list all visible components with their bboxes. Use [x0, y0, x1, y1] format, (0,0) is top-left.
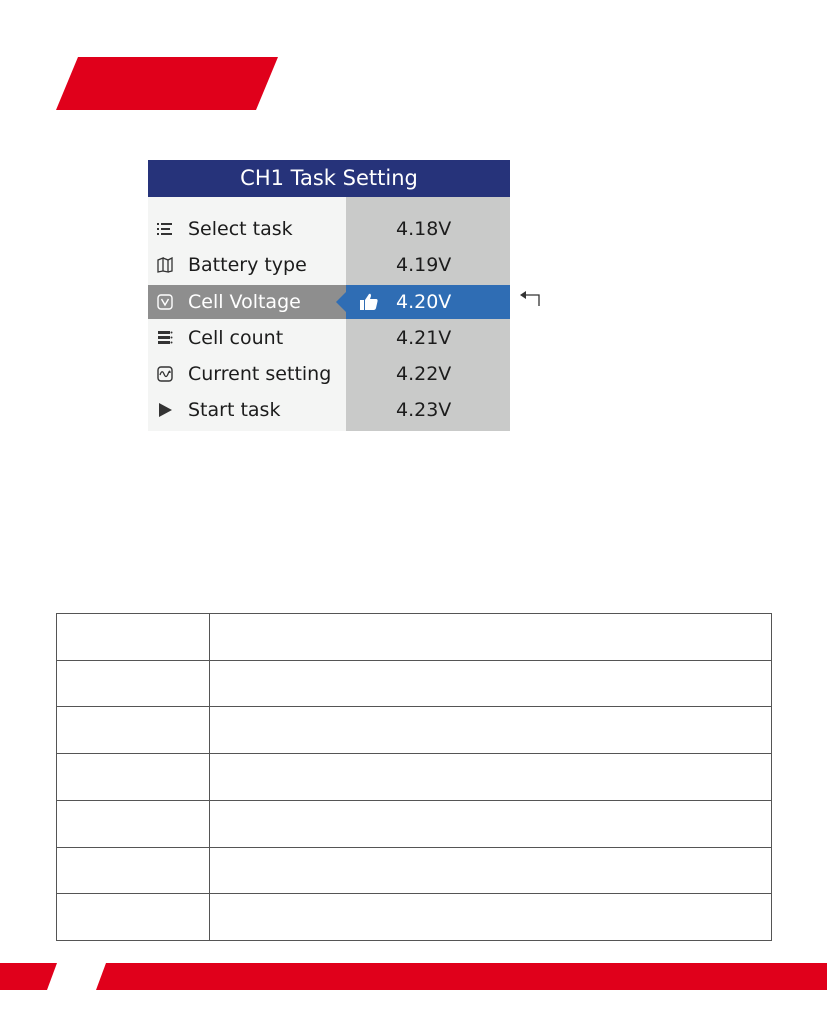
table-row	[57, 754, 772, 801]
table-cell	[57, 847, 210, 894]
menu-item-start-task[interactable]	[148, 393, 346, 427]
value-option[interactable]	[346, 321, 510, 355]
value-option[interactable]	[346, 212, 510, 246]
table-row	[57, 800, 772, 847]
table-cell	[210, 614, 772, 661]
value-option-selected[interactable]	[346, 285, 510, 319]
spec-table	[56, 613, 772, 941]
selection-pointer-icon	[336, 292, 346, 312]
task-setting-panel	[148, 160, 510, 431]
voltage-icon	[154, 291, 176, 313]
table-row	[57, 894, 772, 941]
value-text: 4.21V	[396, 327, 452, 349]
table-row	[57, 707, 772, 754]
table-cell	[57, 660, 210, 707]
bottom-banner-right	[96, 963, 827, 990]
table-cell	[57, 614, 210, 661]
menu-item-label: Select task	[188, 218, 293, 240]
table-cell	[210, 847, 772, 894]
menu-item-label: Battery type	[188, 254, 307, 276]
menu-item-label: Cell count	[188, 327, 284, 349]
list-icon	[154, 218, 176, 240]
value-text: 4.18V	[396, 218, 452, 240]
menu-item-label: Start task	[188, 399, 281, 421]
menu-item-cell-voltage[interactable]	[148, 285, 346, 319]
table-cell	[210, 707, 772, 754]
table-row	[57, 847, 772, 894]
menu-item-cell-count[interactable]	[148, 321, 346, 355]
table-cell	[57, 754, 210, 801]
value-option[interactable]	[346, 248, 510, 282]
table-cell	[210, 894, 772, 941]
bottom-banner-left	[0, 963, 57, 990]
value-text: 4.20V	[396, 291, 452, 313]
table-cell	[57, 894, 210, 941]
top-banner	[56, 57, 278, 110]
table-cell	[210, 660, 772, 707]
menu-item-select-task[interactable]	[148, 212, 346, 246]
table-cell	[57, 800, 210, 847]
thumbs-up-icon	[360, 293, 378, 314]
table-row	[57, 660, 772, 707]
menu-item-label: Cell Voltage	[188, 291, 301, 313]
value-text: 4.22V	[396, 363, 452, 385]
return-arrow-icon	[519, 291, 543, 307]
table-row	[57, 614, 772, 661]
stack-icon	[154, 327, 176, 349]
value-text: 4.19V	[396, 254, 452, 276]
play-icon	[154, 399, 176, 421]
value-text: 4.23V	[396, 399, 452, 421]
value-option[interactable]	[346, 357, 510, 391]
value-option[interactable]	[346, 393, 510, 427]
menu-item-battery-type[interactable]	[148, 248, 346, 282]
table-cell	[210, 754, 772, 801]
table-cell	[210, 800, 772, 847]
table-cell	[57, 707, 210, 754]
menu-item-current-setting[interactable]	[148, 357, 346, 391]
battery-type-icon	[154, 254, 176, 276]
waveform-icon	[154, 363, 176, 385]
panel-title: CH1 Task Setting	[148, 160, 510, 197]
menu-item-label: Current setting	[188, 363, 332, 385]
